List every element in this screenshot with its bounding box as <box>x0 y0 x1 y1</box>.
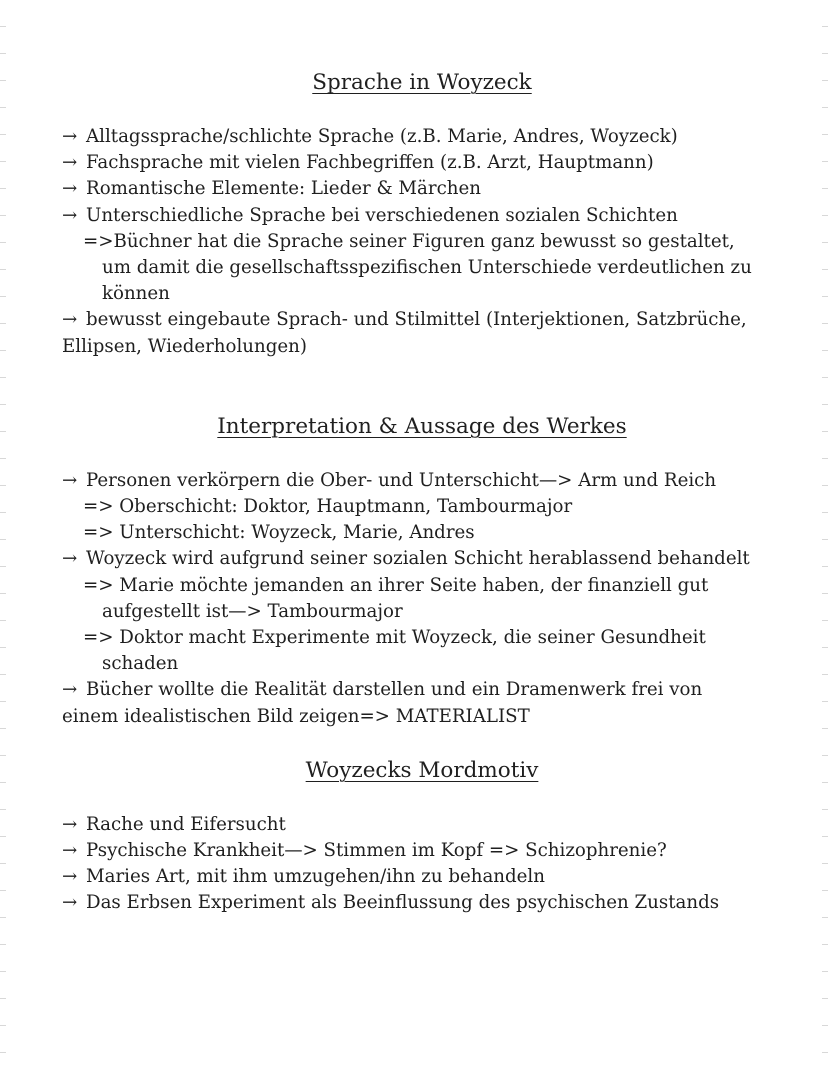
left-margin-ruler <box>0 0 6 1069</box>
list-item: → Fachsprache mit vielen Fachbegriffen (z.B. Arzt, Hauptmann) <box>62 150 782 176</box>
list-subitem: => Unterschicht: Woyzeck, Marie, Andres <box>83 522 475 544</box>
arrow-icon: → <box>62 679 78 701</box>
list-subitem: => Oberschicht: Doktor, Hauptmann, Tambourmajor <box>83 496 573 518</box>
arrow-icon: → <box>62 309 78 331</box>
section-title-sprache: Sprache in Woyzeck <box>312 70 532 95</box>
list-item: → bewusst eingebaute Sprach- und Stilmittel (Interjektionen, Satzbrüche, <box>62 307 782 333</box>
arrow-icon: → <box>62 178 78 200</box>
section-interpretation-list <box>62 468 782 730</box>
right-margin-ruler <box>822 0 828 1069</box>
list-item-continuation: einem idealistischen Bild zeigen=> MATERIALIST <box>62 705 530 727</box>
list-item: → Woyzeck wird aufgrund seiner sozialen Schicht herablassend behandelt <box>62 546 782 572</box>
list-subitem-continuation: können <box>102 283 170 305</box>
section-mordmotiv-list <box>62 812 782 917</box>
list-item: → Das Erbsen Experiment als Beeinflussung des psychischen Zustands <box>62 890 782 916</box>
section-title-mordmotiv: Woyzecks Mordmotiv <box>305 757 539 783</box>
list-item: → Psychische Krankheit—> Stimmen im Kopf => Schizophrenie? <box>62 838 782 864</box>
arrow-icon: → <box>62 892 78 914</box>
arrow-icon: → <box>62 813 78 835</box>
list-item: → Maries Art, mit ihm umzugehen/ihn zu behandeln <box>62 864 782 890</box>
list-item: → Rache und Eifersucht <box>62 812 782 838</box>
list-item-continuation: Ellipsen, Wiederholungen) <box>62 335 307 357</box>
section-sprache-list <box>62 124 782 360</box>
arrow-icon: → <box>62 840 78 862</box>
list-subitem: => Doktor macht Experimente mit Woyzeck, die seiner Gesundheit <box>83 627 706 649</box>
list-subitem: => Marie möchte jemanden an ihrer Seite haben, der finanziell gut <box>83 574 709 596</box>
list-subitem: =>Büchner hat die Sprache seiner Figuren ganz bewusst so gestaltet, <box>83 230 735 252</box>
list-subitem-continuation: um damit die gesellschaftsspezifischen Unterschiede verdeutlichen zu <box>102 257 752 279</box>
arrow-icon: → <box>62 126 78 147</box>
arrow-icon: → <box>62 204 78 226</box>
list-item: → Romantische Elemente: Lieder & Märchen <box>62 176 782 202</box>
arrow-icon: → <box>62 469 78 491</box>
arrow-icon: → <box>62 866 78 888</box>
arrow-icon: → <box>62 548 78 570</box>
list-subitem-continuation: aufgestellt ist—> Tambourmajor <box>102 600 403 622</box>
list-item: → Alltagssprache/schlichte Sprache (z.B. Marie, Andres, Woyzeck) <box>62 124 782 150</box>
list-item: → Unterschiedliche Sprache bei verschiedenen sozialen Schichten <box>62 203 782 229</box>
list-subitem-continuation: schaden <box>102 653 179 675</box>
arrow-icon: → <box>62 152 78 174</box>
list-item: → Bücher wollte die Realität darstellen und ein Dramenwerk frei von <box>62 677 782 703</box>
section-title-interpretation: Interpretation & Aussage des Werkes <box>217 413 627 439</box>
list-item: → Personen verkörpern die Ober- und Unterschicht—> Arm und Reich <box>62 468 782 494</box>
document-page <box>62 68 782 917</box>
